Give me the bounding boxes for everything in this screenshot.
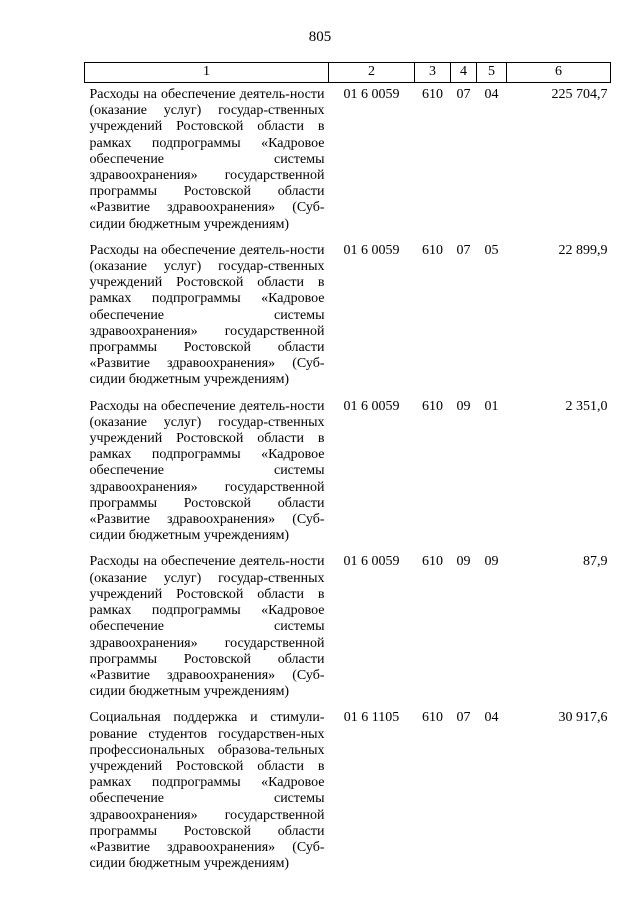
table-row bbox=[85, 706, 611, 878]
column-header-subsection: 5 bbox=[477, 63, 507, 83]
column-header-target-code: 2 bbox=[329, 63, 415, 83]
row-subsection: 04 bbox=[484, 710, 499, 726]
row-subsection: 09 bbox=[484, 554, 499, 570]
row-section: 07 bbox=[456, 242, 471, 258]
table-row bbox=[85, 395, 611, 551]
column-header-section: 4 bbox=[451, 63, 477, 83]
row-section: 09 bbox=[456, 398, 471, 414]
row-description: Социальная поддержка и стимули-рование студентов государствен-ных профессиональных образова-тельных учреждений Ростовской области в рамках подпрограммы «Кадровое обеспечение системы здравоохранения» государственной программы Ростовской области «Развитие здравоохранения» (Суб-сидии бюджетным учреждениям) bbox=[89, 710, 325, 872]
row-target-code: 01 6 1105 bbox=[343, 710, 400, 726]
row-expense-type: 610 bbox=[422, 87, 443, 102]
column-header-expense-type: 3 bbox=[415, 63, 451, 83]
row-expense-type: 610 bbox=[422, 554, 443, 570]
row-amount: 225 704,7 bbox=[551, 87, 608, 102]
table-row bbox=[85, 550, 611, 706]
row-section: 07 bbox=[456, 87, 471, 102]
row-description: Расходы на обеспечение деятель-ности (оказание услуг) государ-ственных учреждений Ростовской области в рамках подпрограммы «Кадровое обеспечение системы здравоохранения» государственной программы Ростовской области «Развитие здравоохранения» (Суб-сидии бюджетным учреждениям) bbox=[89, 398, 325, 544]
row-description: Расходы на обеспечение деятель-ности (оказание услуг) государ-ственных учреждений Ростовской области в рамках подпрограммы «Кадровое обеспечение системы здравоохранения» государственной программы Ростовской области «Развитие здравоохранения» (Суб-сидии бюджетным учреждениям) bbox=[89, 87, 325, 232]
row-subsection: 01 bbox=[484, 398, 499, 414]
row-target-code: 01 6 0059 bbox=[343, 398, 400, 414]
row-section: 09 bbox=[456, 554, 471, 570]
row-amount: 2 351,0 bbox=[565, 398, 608, 414]
row-description: Расходы на обеспечение деятель-ности (оказание услуг) государ-ственных учреждений Ростовской области в рамках подпрограммы «Кадровое обеспечение системы здравоохранения» государственной программы Ростовской области «Развитие здравоохранения» (Суб-сидии бюджетным учреждениям) bbox=[89, 554, 325, 700]
row-amount: 30 917,6 bbox=[558, 710, 608, 726]
column-header-amount: 6 bbox=[507, 63, 611, 83]
row-target-code: 01 6 0059 bbox=[343, 554, 400, 570]
table-header-row bbox=[85, 63, 611, 83]
row-expense-type: 610 bbox=[422, 710, 443, 726]
table-row bbox=[85, 83, 611, 239]
row-expense-type: 610 bbox=[422, 398, 443, 414]
row-section: 07 bbox=[456, 710, 471, 726]
page-number: 805 bbox=[308, 29, 332, 45]
table-row bbox=[85, 239, 611, 395]
row-subsection: 05 bbox=[484, 242, 499, 258]
budget-table bbox=[84, 62, 611, 878]
row-target-code: 01 6 0059 bbox=[343, 87, 400, 102]
row-subsection: 04 bbox=[484, 87, 499, 102]
row-description: Расходы на обеспечение деятель-ности (оказание услуг) государ-ственных учреждений Ростовской области в рамках подпрограммы «Кадровое обеспечение системы здравоохранения» государственной программы Ростовской области «Развитие здравоохранения» (Суб-сидии бюджетным учреждениям) bbox=[89, 242, 325, 388]
row-expense-type: 610 bbox=[422, 242, 443, 258]
row-amount: 87,9 bbox=[583, 554, 608, 570]
row-target-code: 01 6 0059 bbox=[343, 242, 400, 258]
row-amount: 22 899,9 bbox=[558, 242, 608, 258]
column-header-description: 1 bbox=[85, 63, 329, 83]
